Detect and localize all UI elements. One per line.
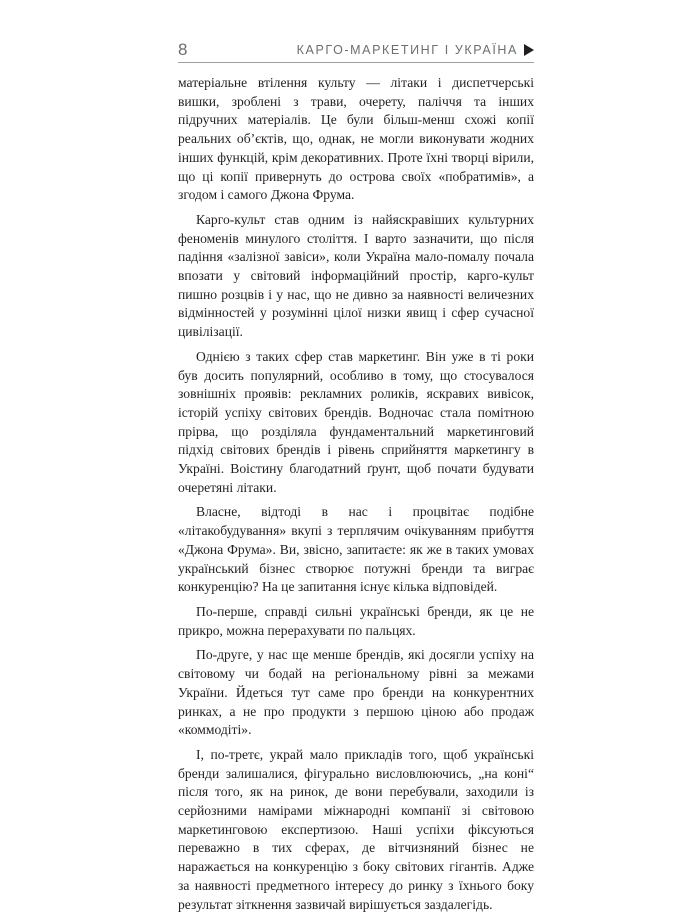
triangle-right-icon xyxy=(524,44,534,56)
page-header xyxy=(178,38,534,64)
page-number: 8 xyxy=(178,40,188,59)
paragraph-3: Однією з таких сфер став маркетинг. Він уже в ті роки був досить популярний, особливо в тому, що стосувалося зовнішніх проявів: рекламних роликів, яскравих вивісок, історій успіху світових брендів. Водночас стала помітною прірва, що розділяла фундаментальний маркетинговий підхід світових брендів і рівень сприйняття маркетингу в Україні. Воістину благодатний ґрунт, щоб почати будувати очеретяні літаки. xyxy=(178,348,534,495)
paragraph-1: матеріальне втілення культу — літаки і диспетчерські вишки, зроблені з трави, очерету, паліччя та інших підручних матеріалів. Це були більш-менш схожі копії реальних об’єктів, що, однак, не могли виконувати жодних інших функцій, крім декоративних. Проте їхні творці вірили, що ці копії привернуть до острова своїх «побратимів», а згодом і самого Джона Фрума. xyxy=(178,75,534,203)
paragraph-5: По-перше, справді сильні українські бренди, як це не прикро, можна перерахувати по пальцях. xyxy=(178,603,534,638)
paragraph-2: Карго-культ став одним із найяскравіших культурних феноменів минулого століття. І варто зазначити, що після падіння «залізної завіси», коли Україна мало-помалу почала впозати у світовий інформаційний простір, карго-культ пишно розцвів і у нас, що не дивно за наявності величезних відмінностей у розумінні цілої низки явищ і сфер сучасної цивілізації. xyxy=(178,211,534,340)
paragraph-6: По-друге, у нас ще менше брендів, які досягли успіху на світовому чи бодай на регіональному рівні за межами України. Йдеться тут саме про бренди на конкурентних ринках, а не про продукти з першою ціною або продаж «коммодіті». xyxy=(178,647,534,738)
paragraph-4: Власне, відтоді в нас і процвітає подібне «літакобудування» вкупі з терплячим очікуванням прибуття «Джона Фрума». Ви, звісно, запитаєте: як же в таких умовах український бізнес створює потужні бренди та виграє конкуренцію? На це запитання існує кілька відповідей. xyxy=(178,504,534,595)
running-title: КАРГО-МАРКЕТИНГ І УКРАЇНА xyxy=(296,43,518,57)
paragraph-7: І, по-третє, украй мало прикладів того, щоб українські бренди залишалися, фігурально висловлюючись, „на коні“ після того, як на ринок, де вони перебували, заходили із серйозними намірами міжнародні компанії зі світовою маркетинговою експертизою. Наші успіхи фіксуються переважно в тих сферах, де вітчизняний бізнес не наражається на конкуренцію з боку світових гігантів. Адже за наявності предметного інтересу до ринку з їхнього боку результат зіткнення зазвичай вирішується заздалегідь. xyxy=(178,746,534,912)
body-text xyxy=(178,74,534,920)
header-rule xyxy=(178,62,534,63)
